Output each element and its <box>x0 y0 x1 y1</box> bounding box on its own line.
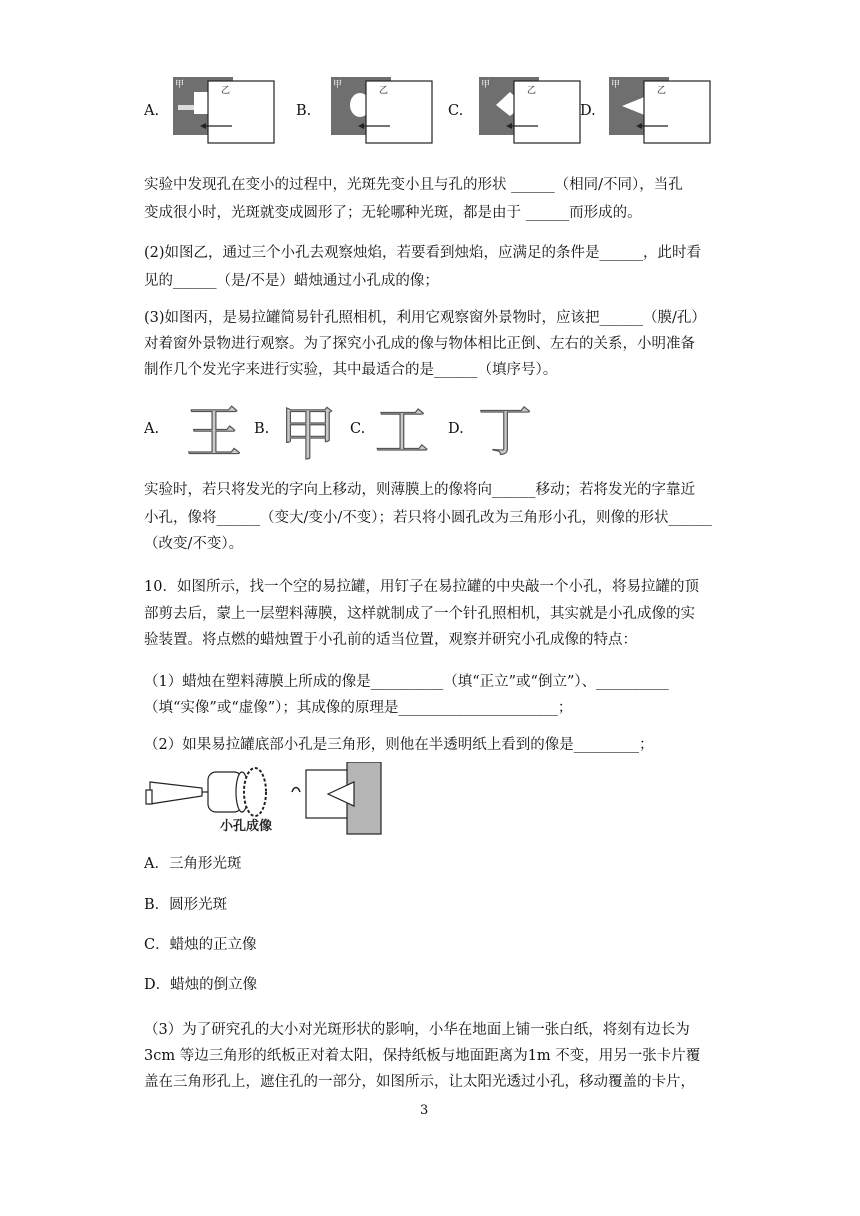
choice-a: A．三角形光斑 <box>144 856 242 872</box>
glyph-ding: 丁 <box>478 400 532 458</box>
subquestion-3-line: 盖在三角形孔上，遮住孔的一部分，如图所示，让太阳光透过小孔，移动覆盖的卡片， <box>144 1074 695 1090</box>
subquestion-2-line: （2）如果易拉罐底部小孔是三角形，则他在半透明纸上看到的像是_________； <box>144 737 654 753</box>
paragraph-line: 制作几个发光字来进行实验，其中最适合的是______（填序号）。 <box>144 362 558 378</box>
can-rim <box>244 768 266 816</box>
svg-text:乙: 乙 <box>379 86 389 96</box>
figure-triangle-hole <box>608 76 714 148</box>
glyph-option-label-b: B. <box>254 421 270 437</box>
paragraph-line: (3)如图丙，是易拉罐简易针孔照相机，利用它观察窗外景物时，应该把______（膜/孔） <box>144 310 706 326</box>
page-number: 3 <box>420 1103 429 1118</box>
option-label-b: B. <box>296 103 312 119</box>
figure-circle-hole <box>330 76 436 148</box>
flame-icon <box>292 788 300 793</box>
glyph-jia-figure <box>276 400 340 464</box>
candle-cone <box>150 782 202 804</box>
white-screen <box>208 81 274 143</box>
glyph-ding-figure <box>476 400 534 458</box>
card-label-jia: 甲 <box>175 80 185 90</box>
glyph-gong-figure <box>372 402 432 458</box>
question-10-line: 验装置。将点燃的蜡烛置于小孔前的适当位置，观察并研究小孔成像的特点： <box>144 632 637 648</box>
subquestion-3-line: （3）为了研究孔的大小对光斑形状的影响，小华在地面上铺一张白纸，将刻有边长为 <box>144 1022 690 1038</box>
option-label-d: D. <box>580 103 596 119</box>
paragraph-line: (2)如图乙，通过三个小孔去观察烛焰，若要看到烛焰，应满足的条件是______，此时看 <box>144 245 702 261</box>
paragraph-line: 变成很小时，光斑就变成圆形了；无轮哪种光斑，都是由于 ______而形成的。 <box>144 205 642 221</box>
choice-b: B．圆形光斑 <box>144 897 228 913</box>
choice-d: D．蜡烛的倒立像 <box>144 977 258 993</box>
svg-text:甲: 甲 <box>333 80 343 90</box>
subquestion-1-line: （1）蜡烛在塑料薄膜上所成的像是__________（填“正立”或“倒立”）、__________ <box>144 674 669 690</box>
figure-caption: 小孔成像 <box>219 819 273 834</box>
option-label-c: C. <box>448 103 464 119</box>
question-10-line: 部剪去后，蒙上一层塑料薄膜，这样就制成了一个针孔照相机，其实就是小孔成像的实 <box>144 606 695 622</box>
paragraph-line: 实验中发现孔在变小的过程中，光斑先变小且与孔的形状 ______（相同/不同），当孔 <box>144 177 683 193</box>
glyph-wang-figure <box>178 402 250 460</box>
svg-text:乙: 乙 <box>527 86 537 96</box>
paragraph-line: 小孔，像将______（变大/变小/不变）；若只将小圆孔改为三角形小孔，则像的形状______ <box>144 510 713 526</box>
glyph-option-label-a: A. <box>144 421 160 437</box>
svg-text:乙: 乙 <box>657 86 667 96</box>
figure-square-hole <box>172 76 278 148</box>
choice-c: C．蜡烛的正立像 <box>144 937 257 953</box>
glyph-gong: 工 <box>375 402 429 458</box>
pinhole-camera-figure <box>142 762 388 836</box>
paragraph-line: 见的______（是/不是）蜡烛通过小孔成的像； <box>144 273 439 289</box>
paragraph-line: 对着窗外景物进行观察。为了探究小孔成的像与物体相比正倒、左右的关系，小明准备 <box>144 336 695 352</box>
figure-diamond-hole <box>478 76 584 148</box>
glyph-option-label-d: D. <box>448 421 464 437</box>
subquestion-3-line: 3cm 等边三角形的纸板正对着太阳，保持纸板与地面距离为1m 不变，用另一张卡片覆 <box>144 1048 701 1064</box>
paragraph-line: 实验时，若只将发光的字向上移动，则薄膜上的像将向______移动；若将发光的字靠近 <box>144 482 695 498</box>
glyph-option-label-c: C. <box>350 421 366 437</box>
card-label-yi: 乙 <box>221 86 231 96</box>
glyph-jia: 甲 <box>278 400 338 464</box>
svg-text:甲: 甲 <box>481 80 491 90</box>
subquestion-1-line: （填“实像”或“虚像”）；其成像的原理是______________________； <box>144 700 573 716</box>
question-10-line: 10．如图所示，找一个空的易拉罐，用钉子在易拉罐的中央敲一个小孔，将易拉罐的顶 <box>144 579 699 595</box>
option-label-a: A. <box>144 103 160 119</box>
glyph-wang: 王 <box>186 402 242 460</box>
paragraph-line: （改变/不变）。 <box>144 536 244 552</box>
svg-text:甲: 甲 <box>611 80 621 90</box>
